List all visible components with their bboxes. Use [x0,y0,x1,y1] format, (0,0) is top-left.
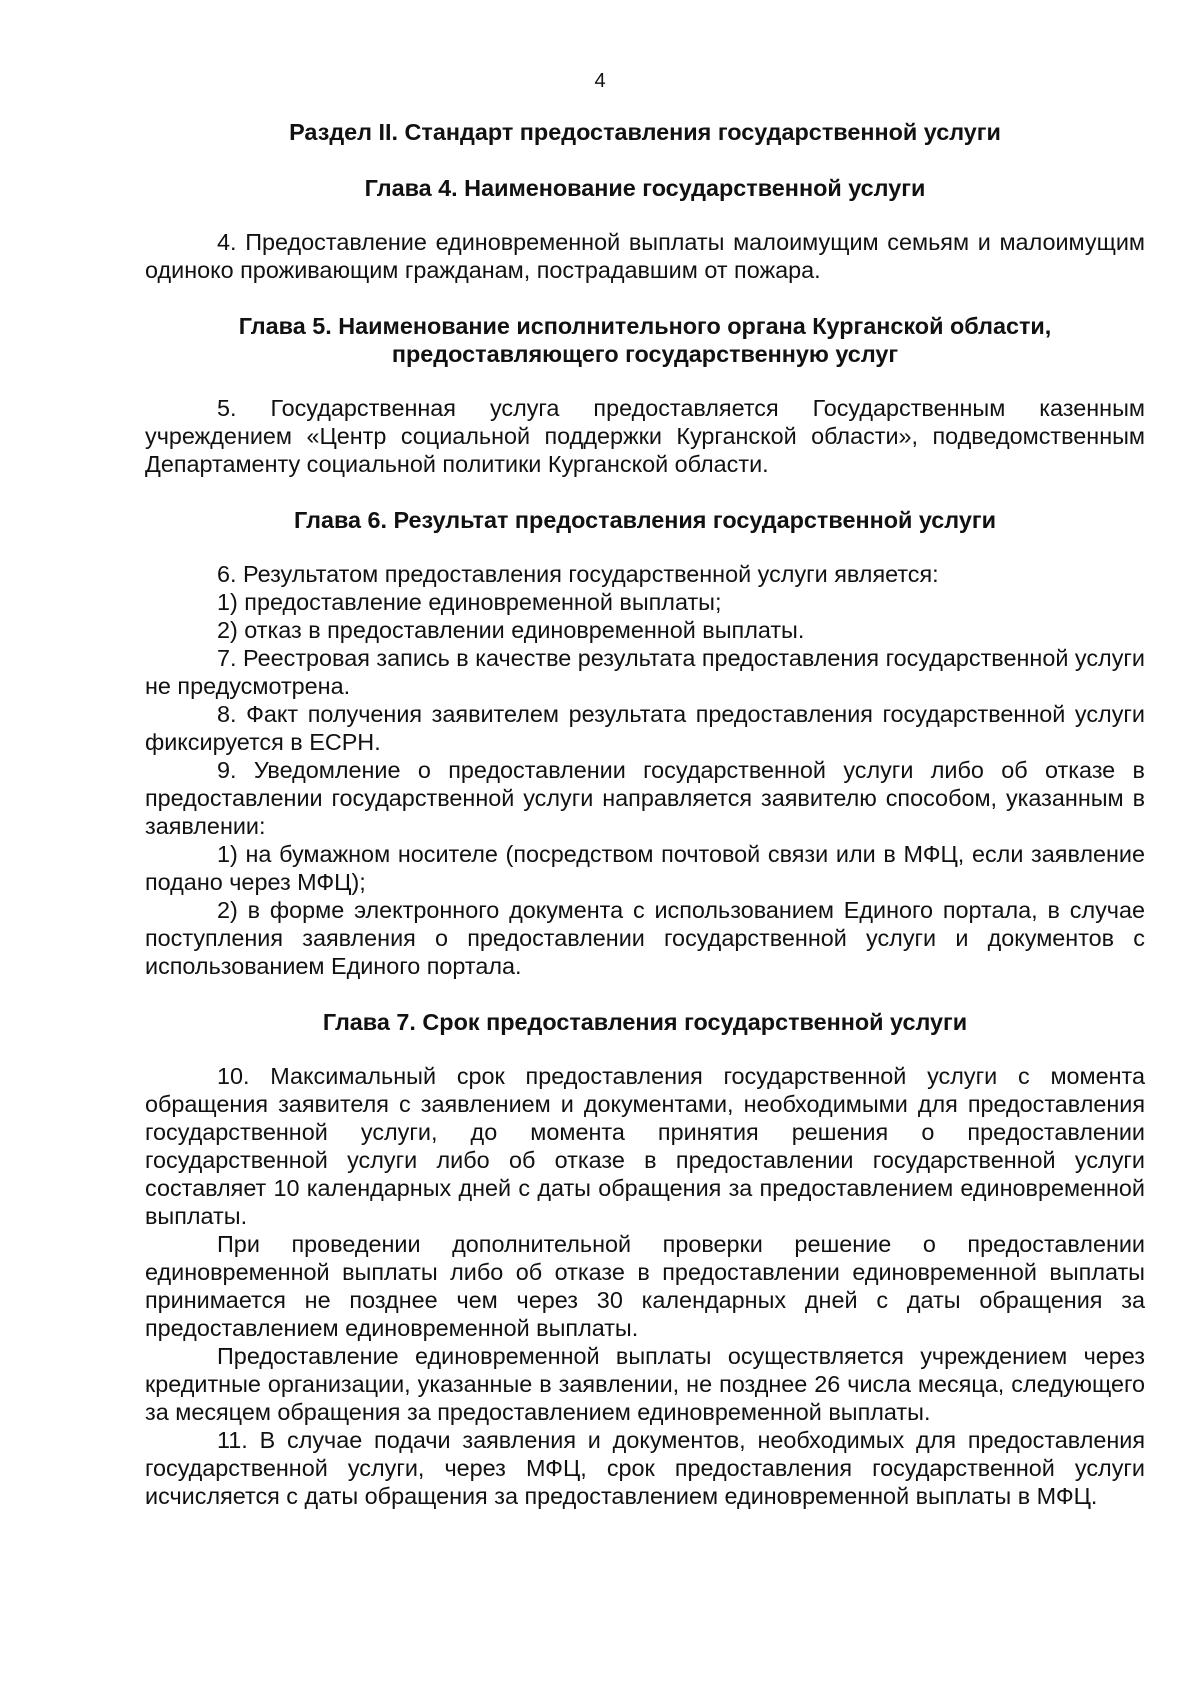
chapter-title-line: предоставляющего государственную услуг [391,341,899,367]
chapter-title: Глава 4. Наименование государственной услуги [364,175,926,201]
chapter-7 [145,1008,1145,1510]
paragraph: 11. В случае подачи заявления и документов, необходимых для предоставления государственной услуги, через МФЦ, срок предоставления государственной услуги исчисляется с даты обращения за предоставлением единовременной выплаты в МФЦ. [145,1427,1145,1509]
list-item: 2) отказ в предоставлении единовременной выплаты. [217,617,805,643]
chapter-title-line: Глава 5. Наименование исполнительного органа Курганской области, [238,313,1052,339]
list-item: 1) на бумажном носителе (посредством почтовой связи или в МФЦ, если заявление подано через МФЦ); [145,841,1145,895]
paragraph: Предоставление единовременной выплаты осуществляется учреждением через кредитные организации, указанные в заявлении, не позднее 26 числа месяца, следующего за месяцем обращения за предоставлением единовременной выплаты. [145,1343,1145,1425]
paragraph: 9. Уведомление о предоставлении государственной услуги либо об отказе в предоставлении государственной услуги направляется заявителю способом, указанным в заявлении: [145,757,1145,839]
page-number: 4 [594,70,606,92]
paragraph: 4. Предоставление единовременной выплаты малоимущим семьям и малоимущим одиноко проживающим гражданам, пострадавшим от пожара. [145,229,1145,283]
paragraph: 10. Максимальный срок предоставления государственной услуги с момента обращения заявителя с заявлением и документами, необходимыми для предоставления государственной услуги, до момента принятия решения о предоставлении государственной услуги либо об отказе в предоставлении государственной услуги составляет 10 календарных дней с даты обращения за предоставлением единовременной выплаты. [145,1063,1145,1229]
document-body [145,118,1145,1510]
paragraph: 6. Результатом предоставления государственной услуги является: [217,561,939,587]
chapter-title: Глава 7. Срок предоставления государственной услуги [322,1009,968,1035]
paragraph: 7. Реестровая запись в качестве результата предоставления государственной услуги не предусмотрена. [145,645,1145,699]
chapter-title: Глава 6. Результат предоставления государственной услуги [293,507,996,533]
list-item: 1) предоставление единовременной выплаты; [217,589,722,615]
paragraph: При проведении дополнительной проверки решение о предоставлении единовременной выплаты либо об отказе в предоставлении единовременной выплаты принимается не позднее чем через 30 календарных дней с даты обращения за предоставлением единовременной выплаты. [145,1231,1145,1341]
paragraph: 8. Факт получения заявителем результата предоставления государственной услуги фиксируется в ЕСРН. [145,701,1145,755]
paragraph: 5. Государственная услуга предоставляется Государственным казенным учреждением «Центр социальной поддержки Курганской области», подведомственным Департаменту социальной политики Курганской области. [145,395,1145,477]
chapter-5 [145,312,1145,478]
chapter-6 [145,506,1145,980]
list-item: 2) в форме электронного документа с использованием Единого портала, в случае поступления заявления о предоставлении государственной услуги и документов с использованием Единого портала. [145,897,1145,979]
section-title: Раздел II. Стандарт предоставления государственной услуги [289,119,1001,145]
chapter-4 [145,174,1145,284]
